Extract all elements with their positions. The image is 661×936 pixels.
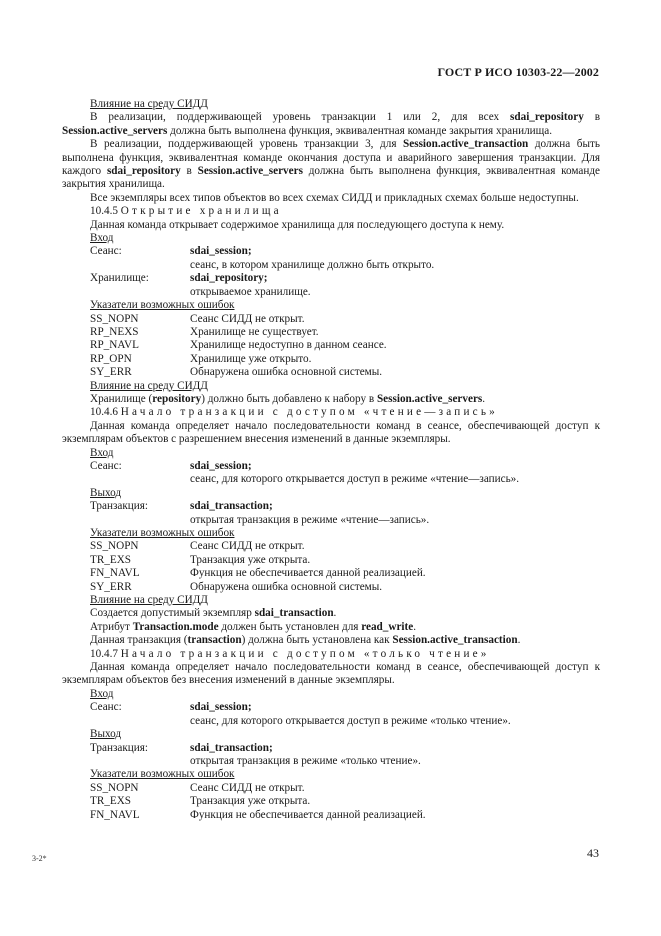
input-label: Вход [90,232,114,245]
param-description: открываемое хранилище. [190,285,311,298]
param-description: сеанс, для которого открывается доступ в режиме «чтение—запись». [190,473,520,486]
param-row: Сеанс: sdai_session; [90,701,252,714]
section-title-start-read-only: 10.4.7 Начало транзакции с доступом «только чтение» [90,647,490,660]
error-row: RP_NEXS Хранилище не существует. [90,325,319,338]
paragraph: Создается допустимый экземпляр sdai_transaction. [90,607,337,620]
param-description: сеанс, в котором хранилище должно быть открыто. [190,258,435,271]
error-row: TR_EXS Транзакция уже открыта. [90,553,311,566]
output-label: Выход [90,486,122,499]
input-label: Вход [90,446,114,459]
page-body [62,98,600,822]
errors-label: Указатели возможных ошибок [90,768,235,781]
error-row: SS_NOPN Сеанс СИДД не открыт. [90,781,305,794]
paragraph: В реализации, поддерживающей уровень транзакции 3, для Session.active_transaction должна быть выполнена функция, эквивалентная команде окончания доступа и аварийного завершения транзакции. Для каждого sdai_repository в Session.active_servers должна быть выполнена функция, эквивалентная команде закрытия хранилища. [62,138,600,191]
paragraph: Хранилище (repository) должно быть добавлено к набору в Session.active_servers. [90,392,486,405]
param-description: открытая транзакция в режиме «чтение—запись». [190,513,430,526]
output-label: Выход [90,728,122,741]
paragraph: Атрибут Transaction.mode должен быть установлен для read_write. [90,620,417,633]
page-number: 43 [587,846,599,860]
paragraph: Данная команда определяет начало последовательности команд в сеансе, обеспечивающей доступ к экземплярам объектов с разрешением внесения изменений в данные экземпляры. [62,419,600,446]
paragraph: Данная команда определяет начало последовательности команд в сеансе, обеспечивающей доступ к экземплярам объектов без внесения изменений в данные экземпляры. [62,661,600,687]
input-label: Вход [90,687,114,700]
param-row: Хранилище: sdai_repository; [90,272,268,285]
errors-label: Указатели возможных ошибок [90,527,235,539]
param-row: Сеанс: sdai_session; [90,459,252,472]
section-title-start-read-write: 10.4.6 Начало транзакции с доступом «чтение—запись» [90,406,498,419]
document-id-header: ГОСТ Р ИСО 10303-22—2002 [437,65,599,79]
error-row: RP_NAVL Хранилище недоступно в данном сеансе. [90,339,387,352]
paragraph: Все экземпляры всех типов объектов во всех схемах СИДД и прикладных схемах больше недоступны. [90,191,579,204]
section-heading-effect: Влияние на среду СИДД [90,98,208,110]
error-row: TR_EXS Транзакция уже открыта. [90,795,311,808]
param-description: сеанс, для которого открывается доступ в режиме «только чтение». [190,714,511,727]
sheet-mark: 3-2* [32,854,47,863]
errors-label: Указатели возможных ошибок [90,299,235,312]
param-row: Сеанс: sdai_session; [90,245,252,258]
error-row: SS_NOPN Сеанс СИДД не открыт. [90,540,305,553]
error-row: SS_NOPN Сеанс СИДД не открыт. [90,312,305,325]
error-row: SY_ERR Обнаружена ошибка основной системы. [90,366,383,379]
effect-label: Влияние на среду СИДД [90,379,208,392]
paragraph: В реализации, поддерживающей уровень транзакции 1 или 2, для всех sdai_repository в Session.active_servers должна быть выполнена функция, эквивалентная команде закрытия хранилища. [62,111,600,137]
paragraph: Данная команда открывает содержимое хранилища для последующего доступа к нему. [90,218,505,231]
effect-label: Влияние на среду СИДД [90,594,208,607]
param-row: Транзакция: sdai_transaction; [90,741,273,754]
error-row: FN_NAVL Функция не обеспечивается данной реализацией. [90,567,426,580]
error-row: RP_OPN Хранилище уже открыто. [90,352,312,365]
error-row: FN_NAVL Функция не обеспечивается данной реализацией. [90,808,426,821]
param-row: Транзакция: sdai_transaction; [90,500,273,513]
section-title-open-repository: 10.4.5 Открытие хранилища [90,205,282,218]
param-description: открытая транзакция в режиме «только чтение». [190,754,421,767]
paragraph: Данная транзакция (transaction) должна быть установлена как Session.active_transaction. [90,634,521,647]
error-row: SY_ERR Обнаружена ошибка основной системы. [90,580,383,593]
